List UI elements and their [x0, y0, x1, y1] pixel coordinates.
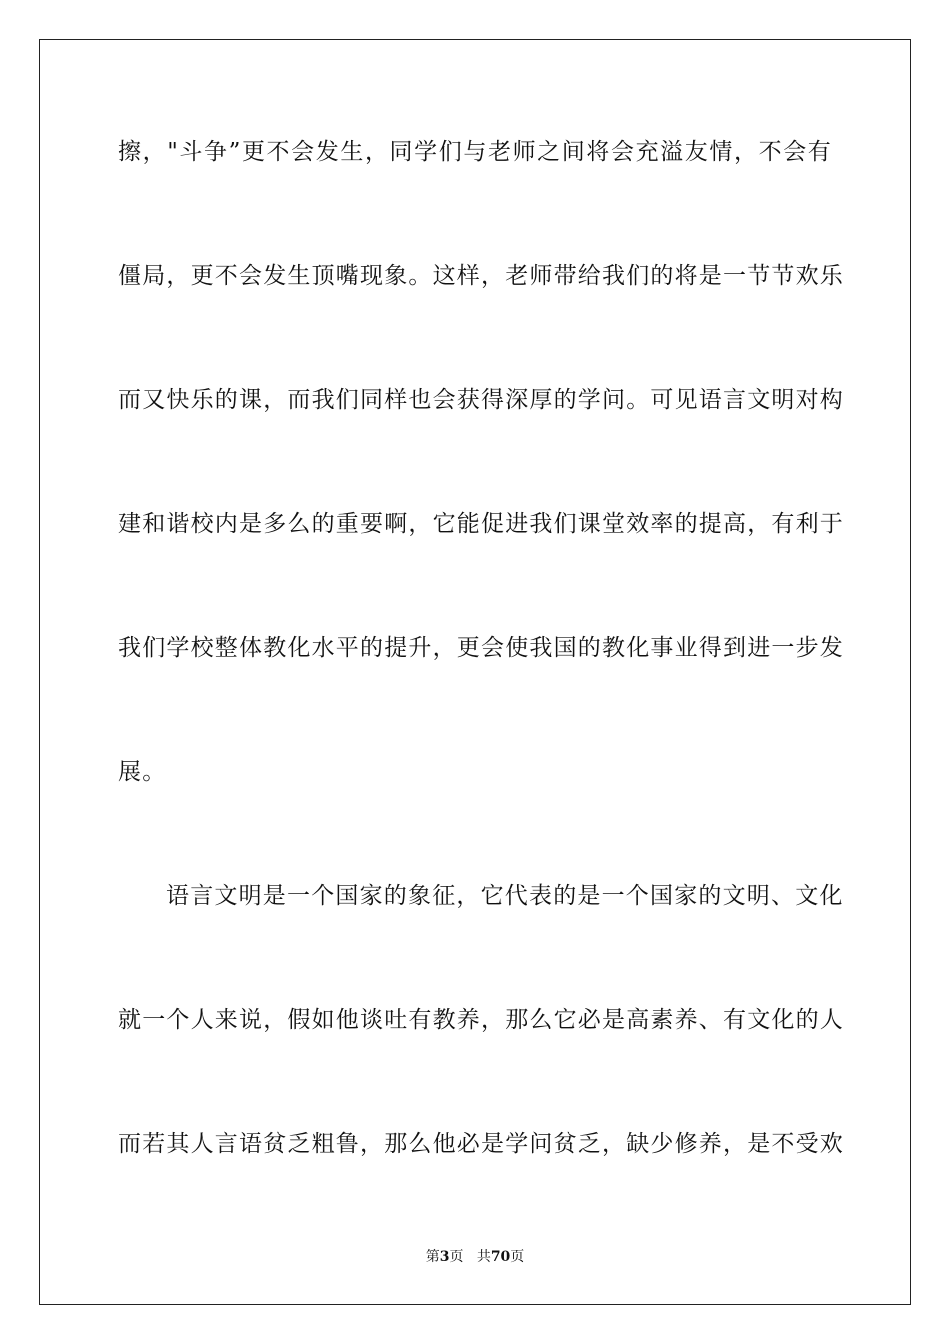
text-line-9: 而若其人言语贫乏粗鲁，那么他必是学问贫乏，缺少修养，是不受欢 — [118, 1131, 844, 1157]
page-number: 3 — [439, 1249, 450, 1265]
text-line-8: 就一个人来说，假如他谈吐有教养，那么它必是高素养、有文化的人 — [118, 1007, 844, 1033]
text-line-6: 展。 — [118, 759, 167, 785]
page-suffix: 页 — [449, 1249, 464, 1265]
text-line-2: 僵局，更不会发生顶嘴现象。这样，老师带给我们的将是一节节欢乐 — [118, 263, 844, 289]
page-prefix: 第 — [425, 1249, 440, 1265]
total-pages: 70 — [490, 1249, 511, 1265]
text-line-4: 建和谐校内是多么的重要啊，它能促进我们课堂效率的提高，有利于 — [118, 511, 844, 537]
text-line-5: 我们学校整体教化水平的提升，更会使我国的教化事业得到进一步发 — [118, 635, 844, 661]
text-line-3: 而又快乐的课，而我们同样也会获得深厚的学问。可见语言文明对构 — [118, 387, 844, 413]
page-footer — [0, 1247, 950, 1267]
page-border — [39, 39, 911, 1305]
paragraph-start-line: 语言文明是一个国家的象征，它代表的是一个国家的文明、文化 — [166, 883, 844, 909]
total-prefix: 共 — [476, 1249, 491, 1265]
total-suffix: 页 — [510, 1249, 525, 1265]
text-line-1: 擦，"斗争”更不会发生，同学们与老师之间将会充溢友情，不会有 — [118, 139, 832, 165]
